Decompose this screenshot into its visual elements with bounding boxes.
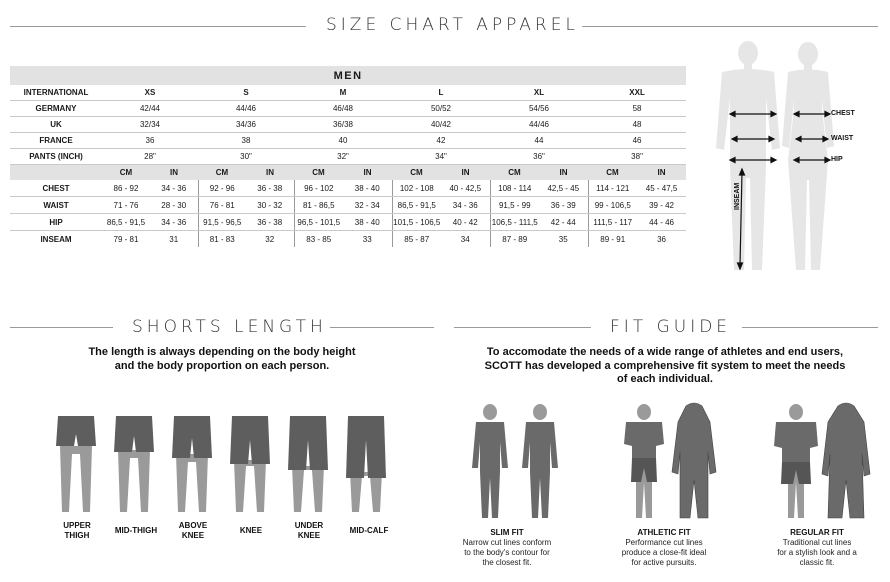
page-title: SIZE CHART APPAREL <box>326 15 579 35</box>
size-header: S <box>198 85 294 101</box>
table-cell: 108 - 114 <box>490 180 539 197</box>
unit-in: IN <box>246 165 294 181</box>
fit-subtitle-line2: SCOTT has developed a comprehensive fit system to meet the needs <box>484 359 846 372</box>
fit-desc-line: produce a close-fit ideal <box>621 548 707 557</box>
fit-name-athletic: ATHLETIC FIT <box>637 528 691 537</box>
table-cell: 91,5 - 96,5 <box>198 214 246 231</box>
table-cell: 28 - 30 <box>150 197 198 214</box>
row-label-waist: WAIST <box>10 197 102 214</box>
table-cell: 46/48 <box>294 101 392 117</box>
shorts-mid-calf <box>346 416 386 512</box>
table-cell: 96,5 - 101,5 <box>294 214 343 231</box>
fit-caption-regular <box>764 528 870 568</box>
shorts-label-line: MID-CALF <box>349 526 389 535</box>
fit-caption-slim <box>457 528 557 568</box>
shorts-label-knee <box>226 526 276 536</box>
size-header: XL <box>490 85 588 101</box>
table-cell: 87 - 89 <box>502 234 528 244</box>
fit-subtitle <box>470 346 860 387</box>
row-label-hip: HIP <box>10 214 102 231</box>
fit-caption-athletic <box>612 528 716 568</box>
fit-desc-line: for a stylish look and a <box>777 548 857 557</box>
table-cell: 42 - 44 <box>539 214 588 231</box>
row-label-inseam: INSEAM <box>40 234 72 244</box>
table-cell: 34 - 36 <box>150 214 198 231</box>
unit-header-row <box>10 165 686 181</box>
size-header: XXL <box>588 85 686 101</box>
title-rule-left <box>10 26 306 27</box>
shorts-label-mid-calf <box>339 526 399 536</box>
table-cell: 58 <box>588 101 686 117</box>
label-chest: CHEST <box>831 110 855 117</box>
table-cell: 38 - 40 <box>343 214 392 231</box>
size-header: M <box>294 85 392 101</box>
shorts-label-line: KNEE <box>297 531 321 540</box>
fit-name-regular: REGULAR FIT <box>790 528 844 537</box>
table-cell: 76 - 81 <box>198 197 246 214</box>
table-row <box>10 214 686 231</box>
table-cell: 92 - 96 <box>198 180 246 197</box>
shorts-knee <box>230 416 270 512</box>
fit-figures <box>462 402 872 520</box>
unit-cm: CM <box>490 165 539 181</box>
table-cell: 44/46 <box>198 101 294 117</box>
row-label-germany: GERMANY <box>10 101 102 117</box>
table-cell: 44 <box>490 133 588 149</box>
fit-subtitle-line1: To accomodate the needs of a wide range of athletes and end users, <box>486 346 844 358</box>
shorts-rule-right <box>330 327 434 328</box>
table-band-row <box>10 66 686 85</box>
regular-fit-figure-back <box>822 403 870 518</box>
table-cell: 34 <box>441 231 490 248</box>
unit-in: IN <box>441 165 490 181</box>
fit-subtitle-line3: of each individual. <box>617 373 713 385</box>
fit-desc-line: Traditional cut lines <box>782 538 852 547</box>
table-cell: 38" <box>588 149 686 165</box>
table-row <box>10 117 686 133</box>
table-cell: 44/46 <box>490 117 588 133</box>
table-cell: 99 - 106,5 <box>588 197 637 214</box>
size-table <box>10 66 686 247</box>
unit-header-blank <box>10 165 102 181</box>
table-cell: 48 <box>588 117 686 133</box>
shorts-label-line: ABOVE <box>178 521 208 530</box>
shorts-subtitle-line2: and the body proportion on each person. <box>114 359 330 372</box>
regular-fit-figure-front <box>774 404 818 518</box>
table-cell: 30" <box>198 149 294 165</box>
shorts-subtitle-line1: The length is always depending on the body height <box>88 346 356 358</box>
shorts-subtitle <box>60 346 384 373</box>
table-cell: 111,5 - 117 <box>588 214 637 231</box>
table-row <box>10 231 686 248</box>
table-cell: 102 - 108 <box>392 180 441 197</box>
table-cell: 46 <box>588 133 686 149</box>
label-waist: WAIST <box>831 135 854 142</box>
fit-title: FIT GUIDE <box>610 317 732 337</box>
row-label-france: FRANCE <box>10 133 102 149</box>
fit-name-slim: SLIM FIT <box>490 528 524 537</box>
fit-rule-right <box>742 327 878 328</box>
unit-cm: CM <box>392 165 441 181</box>
slim-fit-figure-front <box>472 404 508 518</box>
table-cell: 86,5 - 91,5 <box>392 197 441 214</box>
body-measurement-figure <box>700 38 890 278</box>
table-cell: 89 - 91 <box>600 234 626 244</box>
unit-in: IN <box>150 165 198 181</box>
table-cell: 38 - 40 <box>343 180 392 197</box>
shorts-label-line: UNDER <box>294 521 324 530</box>
table-cell: 42/44 <box>102 101 198 117</box>
shorts-label-above-knee <box>168 521 218 541</box>
table-cell: 86 - 92 <box>102 180 150 197</box>
male-silhouette <box>716 41 780 270</box>
label-inseam: INSEAM <box>734 182 741 210</box>
fit-desc-line: for active pursuits. <box>631 558 697 567</box>
table-row <box>10 85 686 101</box>
gender-band: MEN <box>10 66 686 85</box>
row-label-chest: CHEST <box>10 180 102 197</box>
fit-desc-line: classic fit. <box>799 558 835 567</box>
table-row <box>10 149 686 165</box>
table-cell: 54/56 <box>490 101 588 117</box>
table-cell: 71 - 76 <box>102 197 150 214</box>
table-cell: 40 - 42,5 <box>441 180 490 197</box>
table-cell: 34 - 36 <box>441 197 490 214</box>
athletic-fit-figure-back <box>672 403 716 518</box>
table-cell: 39 - 42 <box>637 197 686 214</box>
table-cell: 36 <box>657 234 666 244</box>
slim-fit-figure-back <box>522 404 558 518</box>
unit-cm: CM <box>294 165 343 181</box>
table-row <box>10 180 686 197</box>
table-cell: 42,5 - 45 <box>539 180 588 197</box>
table-cell: 34/36 <box>198 117 294 133</box>
table-cell: 114 - 121 <box>588 180 637 197</box>
shorts-label-under-knee <box>284 521 334 541</box>
unit-in: IN <box>539 165 588 181</box>
table-cell: 31 <box>150 231 198 248</box>
table-cell: 32" <box>294 149 392 165</box>
shorts-upper-thigh <box>56 416 96 512</box>
fit-desc-line: the closest fit. <box>482 558 532 567</box>
table-cell: 81 - 86,5 <box>294 197 343 214</box>
table-cell: 36 - 38 <box>246 214 294 231</box>
table-cell: 91,5 - 99 <box>490 197 539 214</box>
shorts-figures <box>48 410 408 516</box>
table-cell: 32 - 34 <box>343 197 392 214</box>
table-cell: 36" <box>490 149 588 165</box>
shorts-label-line: MID-THIGH <box>114 526 158 535</box>
table-cell: 86,5 - 91,5 <box>102 214 150 231</box>
label-hip: HIP <box>831 156 843 163</box>
table-cell: 50/52 <box>392 101 490 117</box>
size-header: XS <box>102 85 198 101</box>
table-cell: 34" <box>392 149 490 165</box>
fit-desc-line: to the body's contour for <box>464 548 550 557</box>
table-row <box>10 101 686 117</box>
table-cell: 38 <box>198 133 294 149</box>
unit-in: IN <box>637 165 686 181</box>
table-cell: 85 - 87 <box>404 234 430 244</box>
table-cell: 36/38 <box>294 117 392 133</box>
shorts-under-knee <box>288 416 328 512</box>
table-cell: 40 - 42 <box>441 214 490 231</box>
unit-cm: CM <box>588 165 637 181</box>
row-label-uk: UK <box>10 117 102 133</box>
table-cell: 83 - 85 <box>306 234 332 244</box>
table-row <box>10 133 686 149</box>
fit-desc-line: Performance cut lines <box>625 538 703 547</box>
shorts-label-line: THIGH <box>64 531 90 540</box>
shorts-label-mid-thigh <box>106 526 166 536</box>
table-cell: 30 - 32 <box>246 197 294 214</box>
table-cell: 40 <box>294 133 392 149</box>
table-cell: 36 <box>102 133 198 149</box>
unit-cm: CM <box>102 165 150 181</box>
table-cell: 36 - 39 <box>539 197 588 214</box>
title-rule-right <box>582 26 878 27</box>
table-cell: 79 - 81 <box>113 234 139 244</box>
shorts-label-line: UPPER <box>63 521 91 530</box>
shorts-rule-left <box>10 327 113 328</box>
unit-cm: CM <box>198 165 246 181</box>
shorts-label-line: KNEE <box>239 526 263 535</box>
fit-rule-left <box>454 327 591 328</box>
unit-in: IN <box>343 165 392 181</box>
shorts-title: SHORTS LENGTH <box>132 317 327 337</box>
table-cell: 106,5 - 111,5 <box>490 214 539 231</box>
row-label-pants: PANTS (INCH) <box>10 149 102 165</box>
table-cell: 32/34 <box>102 117 198 133</box>
table-row <box>10 197 686 214</box>
table-cell: 44 - 46 <box>637 214 686 231</box>
table-cell: 81 - 83 <box>209 234 235 244</box>
table-cell: 34 - 36 <box>150 180 198 197</box>
table-cell: 40/42 <box>392 117 490 133</box>
table-cell: 45 - 47,5 <box>637 180 686 197</box>
shorts-label-line: KNEE <box>181 531 205 540</box>
fit-desc-line: Narrow cut lines conform <box>462 538 552 547</box>
table-cell: 42 <box>392 133 490 149</box>
row-label-international: INTERNATIONAL <box>10 85 102 101</box>
table-cell: 33 <box>343 231 392 248</box>
female-silhouette <box>782 42 834 270</box>
table-cell: 35 <box>539 231 588 248</box>
size-header: L <box>392 85 490 101</box>
table-cell: 36 - 38 <box>246 180 294 197</box>
table-cell: 96 - 102 <box>294 180 343 197</box>
table-cell: 32 <box>246 231 294 248</box>
shorts-label-upper-thigh <box>52 521 102 541</box>
table-cell: 101,5 - 106,5 <box>392 214 441 231</box>
shorts-mid-thigh <box>114 416 154 512</box>
shorts-above-knee <box>172 416 212 512</box>
athletic-fit-figure-front <box>624 404 664 518</box>
table-cell: 28" <box>102 149 198 165</box>
